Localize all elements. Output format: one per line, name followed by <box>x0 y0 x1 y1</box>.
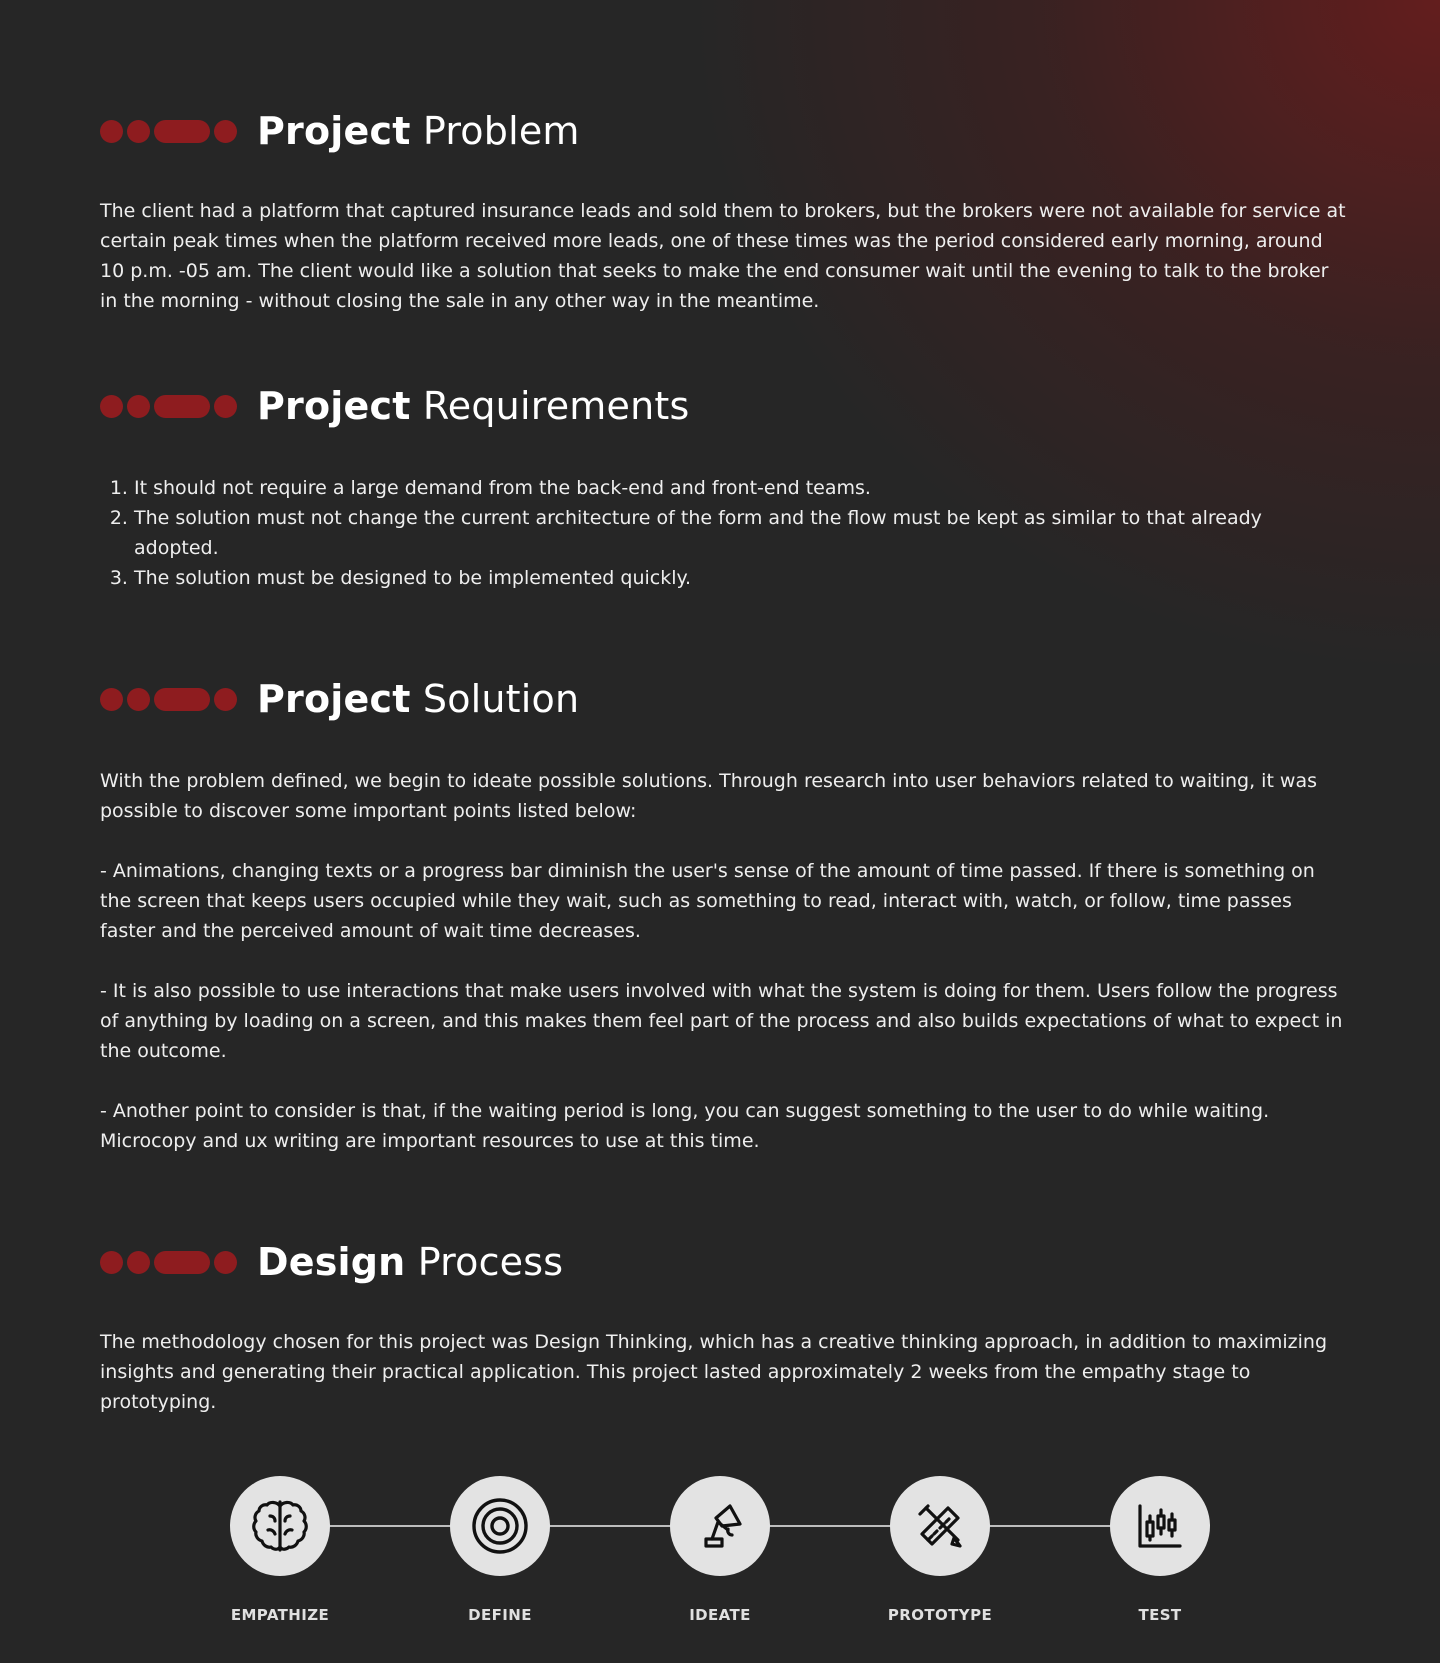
problem-title: Project Problem <box>257 109 580 153</box>
list-item: 1. It should not require a large demand from the back-end and front-end teams. <box>134 473 1350 503</box>
design-heading <box>100 1237 1350 1287</box>
solution-body <box>100 766 1350 1156</box>
solution-paragraph: - Animations, changing texts or a progress bar diminish the user's sense of the amount of time passed. If there is something on the screen that keeps users occupied while they wait, such as something to read, interact with, watch, or follow, time passes faster and the perceived amount of wait time decreases. <box>100 860 1315 942</box>
brain-icon <box>230 1476 330 1576</box>
solution-paragraph: - It is also possible to use interactions that make users involved with what the system is doing for them. Users follow the progress of anything by loading on a screen, and this makes them feel part of the process and also builds expectations of what to expect in the outcome. <box>100 980 1343 1062</box>
process-step-ideate <box>640 1476 800 1624</box>
design-process-steps <box>0 1476 1440 1636</box>
pencil-ruler-icon <box>890 1476 990 1576</box>
solution-paragraph: With the problem defined, we begin to ideate possible solutions. Through research into user behaviors related to waiting, it was possible to discover some important points listed below: <box>100 770 1318 822</box>
process-step-label: EMPATHIZE <box>230 1606 330 1624</box>
solution-section <box>100 674 1350 1186</box>
design-title: Design Process <box>257 1240 564 1284</box>
chart-candles-icon <box>1110 1476 1210 1576</box>
process-step-empathize <box>200 1476 360 1624</box>
heading-decoration <box>100 395 241 418</box>
process-step-label: PROTOTYPE <box>887 1606 993 1624</box>
problem-section <box>100 106 1350 335</box>
process-step-test <box>1080 1476 1240 1624</box>
process-step-prototype <box>860 1476 1020 1624</box>
requirements-title: Project Requirements <box>257 384 690 428</box>
problem-heading <box>100 106 1350 156</box>
process-step-define <box>420 1476 580 1624</box>
process-step-label: DEFINE <box>468 1606 532 1624</box>
heading-decoration <box>100 688 241 711</box>
process-step-label: IDEATE <box>689 1606 751 1624</box>
process-step-label: TEST <box>1138 1606 1182 1624</box>
solution-paragraph: - Another point to consider is that, if the waiting period is long, you can suggest something to the user to do while waiting. Microcopy and ux writing are important resources to use at this time. <box>100 1100 1270 1152</box>
problem-body: The client had a platform that captured insurance leads and sold them to brokers, but the brokers were not available for service at certain peak times when the platform received more leads, one of these times was the period considered early morning, around 10 p.m. -05 am. The client would like a solution that seeks to make the end consumer wait until the evening to talk to the broker in the morning - without closing the sale in any other way in the meantime. <box>100 200 1346 312</box>
list-item: 2. The solution must not change the current architecture of the form and the flow must be kept as similar to that already adopted. <box>134 503 1350 563</box>
list-item: 3. The solution must be designed to be implemented quickly. <box>134 563 1350 593</box>
design-body: The methodology chosen for this project was Design Thinking, which has a creative thinking approach, in addition to maximizing insights and generating their practical application. This project lasted approximately 2 weeks from the empathy stage to prototyping. <box>100 1331 1328 1413</box>
requirements-section <box>100 381 1350 593</box>
requirements-list <box>100 473 1350 593</box>
target-icon <box>450 1476 550 1576</box>
desk-lamp-icon <box>670 1476 770 1576</box>
solution-heading <box>100 674 1350 724</box>
solution-title: Project Solution <box>257 677 580 721</box>
heading-decoration <box>100 1251 241 1274</box>
design-section <box>100 1237 1350 1436</box>
heading-decoration <box>100 120 241 143</box>
requirements-heading <box>100 381 1350 431</box>
